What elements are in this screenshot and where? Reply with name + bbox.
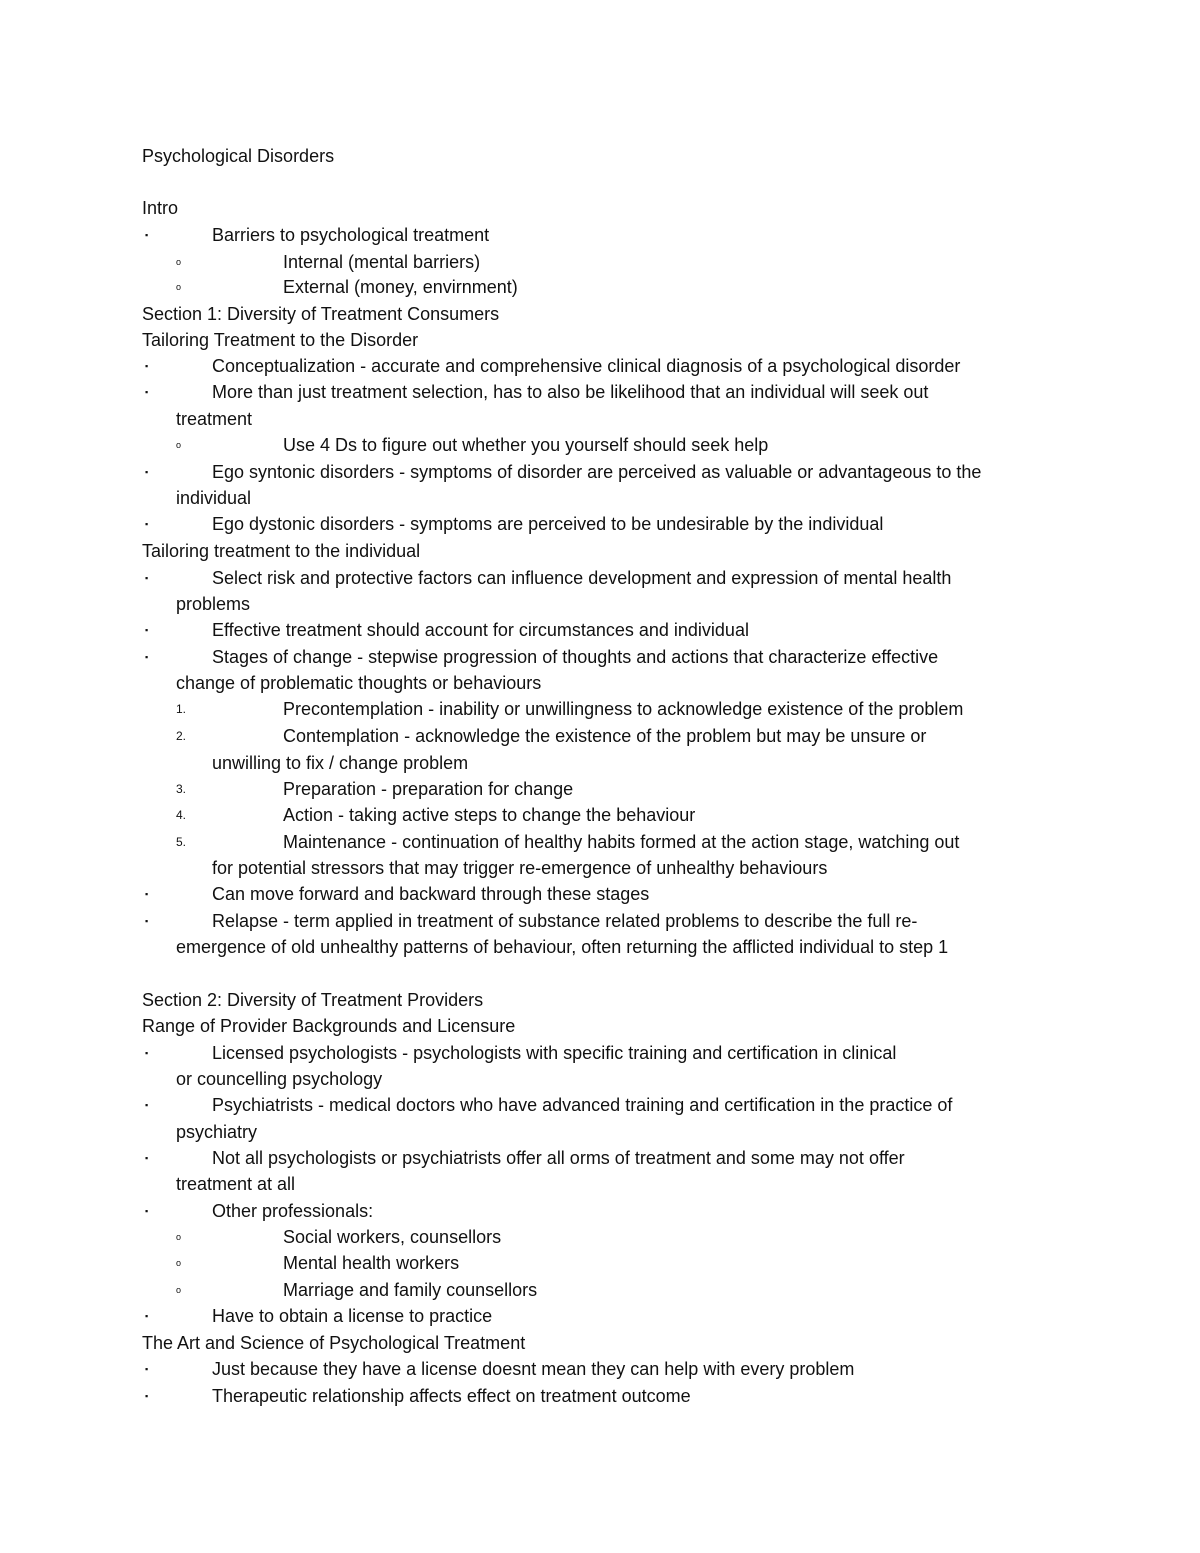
text-line: emergence of old unhealthy patterns of behaviour, often returning the afflicted individual to step 1 [176,937,949,957]
list-marker: ▪ [145,1391,149,1401]
list-item: External (money, envirnment) [283,277,518,297]
list-marker: ▪ [145,1100,149,1110]
list-item: Action - taking active steps to change the behaviour [283,805,696,825]
list-item: Stages of change - stepwise progression of thoughts and actions that characterize effective [212,647,939,667]
list-item: Just because they have a license doesnt mean they can help with every problem [212,1359,855,1379]
list-item: Mental health workers [283,1253,460,1273]
list-marker: ▪ [145,1364,149,1374]
text-line: Intro [142,198,179,218]
text-line: Section 1: Diversity of Treatment Consumers [142,304,500,324]
text-line: Section 2: Diversity of Treatment Providers [142,990,484,1010]
document-title: Psychological Disorders [142,146,335,166]
text-line: or councelling psychology [176,1069,383,1089]
list-marker: ▪ [145,625,149,635]
list-item: Licensed psychologists - psychologists with specific training and certification in clinical [212,1043,897,1063]
list-marker: o [176,282,182,292]
list-marker: ▪ [145,573,149,583]
list-marker: ▪ [145,889,149,899]
list-item: Effective treatment should account for circumstances and individual [212,620,749,640]
list-marker: 5. [176,835,187,849]
list-item: Social workers, counsellors [283,1227,502,1247]
list-item: Conceptualization - accurate and comprehensive clinical diagnosis of a psychological disorder [212,356,961,376]
list-marker: 2. [176,729,187,743]
text-line: Range of Provider Backgrounds and Licensure [142,1016,516,1036]
text-line: individual [176,488,252,508]
text-line: unwilling to fix / change problem [212,753,469,773]
list-marker: ▪ [145,652,149,662]
list-marker: ▪ [145,387,149,397]
text-line: The Art and Science of Psychological Treatment [142,1333,526,1353]
text-line: treatment [176,409,253,429]
list-item: Have to obtain a license to practice [212,1306,493,1326]
text-line: change of problematic thoughts or behaviours [176,673,542,693]
list-marker: ▪ [145,1153,149,1163]
list-marker: ▪ [145,916,149,926]
list-item: Not all psychologists or psychiatrists offer all orms of treatment and some may not offer [212,1148,905,1168]
list-item: Select risk and protective factors can influence development and expression of mental health [212,568,952,588]
list-item: Internal (mental barriers) [283,252,481,272]
list-item: Therapeutic relationship affects effect on treatment outcome [212,1386,691,1406]
list-item: Can move forward and backward through these stages [212,884,650,904]
list-marker: ▪ [145,1311,149,1321]
list-item: Contemplation - acknowledge the existence of the problem but may be unsure or [283,726,927,746]
list-marker: 1. [176,702,187,716]
list-marker: ▪ [145,1048,149,1058]
text-line: Tailoring treatment to the individual [142,541,421,561]
list-item: More than just treatment selection, has to also be likelihood that an individual will seek out [212,382,929,402]
text-line: psychiatry [176,1122,258,1142]
list-item: Use 4 Ds to figure out whether you yourself should seek help [283,435,769,455]
list-item: Ego syntonic disorders - symptoms of disorder are perceived as valuable or advantageous to the [212,462,982,482]
list-item: Marriage and family counsellors [283,1280,538,1300]
list-marker: o [176,440,182,450]
list-item: Other professionals: [212,1201,374,1221]
list-marker: o [176,257,182,267]
list-marker: o [176,1258,182,1268]
list-marker: ▪ [145,1206,149,1216]
list-marker: o [176,1232,182,1242]
list-marker: ▪ [145,519,149,529]
list-item: Preparation - preparation for change [283,779,574,799]
text-line: for potential stressors that may trigger re-emergence of unhealthy behaviours [212,858,828,878]
list-item: Barriers to psychological treatment [212,225,490,245]
text-line: problems [176,594,251,614]
list-marker: ▪ [145,230,149,240]
list-item: Ego dystonic disorders - symptoms are perceived to be undesirable by the individual [212,514,884,534]
list-item: Relapse - term applied in treatment of substance related problems to describe the full re- [212,911,918,931]
list-marker: o [176,1285,182,1295]
text-line: treatment at all [176,1174,296,1194]
list-marker: ▪ [145,361,149,371]
list-item: Psychiatrists - medical doctors who have advanced training and certification in the practice of [212,1095,953,1115]
list-item: Maintenance - continuation of healthy habits formed at the action stage, watching out [283,832,960,852]
list-marker: 3. [176,782,187,796]
list-marker: ▪ [145,467,149,477]
list-item: Precontemplation - inability or unwillingness to acknowledge existence of the problem [283,699,964,719]
list-marker: 4. [176,808,187,822]
text-line: Tailoring Treatment to the Disorder [142,330,419,350]
